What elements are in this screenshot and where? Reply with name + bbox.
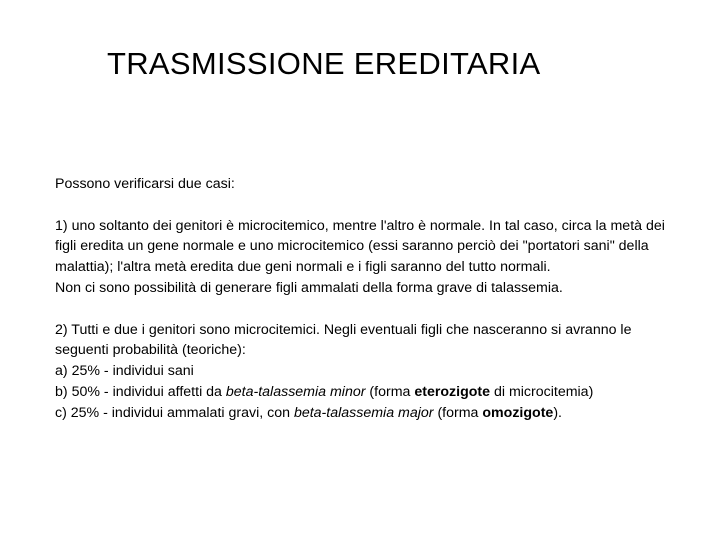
case-1-text: uno soltanto dei genitori è microcitemico, mentre l'altro è normale. In tal caso, circa la metà dei figli eredita un gene normale e uno microcitemico (essi saranno perciò dei "portatori sani" della malattia); l'altra metà eredita due geni normali e i figli saranno del tutto normali. <box>55 217 665 276</box>
case-2-text: Tutti e due i genitori sono microcitemici. Negli eventuali figli che nasceranno si avranno le seguenti probabilità (teoriche): <box>55 321 632 359</box>
spacer <box>55 195 665 216</box>
item-b-mid: (forma <box>365 383 415 400</box>
item-b-post: di microcitemia) <box>490 383 594 400</box>
item-c-mid: (forma <box>433 404 483 421</box>
item-c-bold: omozigote <box>482 404 554 421</box>
item-c-italic: beta-talassemia major <box>293 404 434 421</box>
item-b-letter: b) <box>55 383 68 400</box>
item-c-pre: 25% - individui ammalati gravi, con <box>66 404 294 421</box>
case-2-paragraph <box>55 320 665 362</box>
spacer <box>55 299 665 320</box>
item-c-post: ). <box>553 404 562 421</box>
item-b-pre: 50% - individui affetti da <box>67 383 226 400</box>
intro-text: Possono verificarsi due casi: <box>55 176 235 192</box>
case-2-number: 2) <box>55 321 68 338</box>
item-a-text: 25% - individui sani <box>67 363 194 380</box>
case-2-item-b <box>55 382 665 403</box>
case-2-item-c <box>55 403 665 424</box>
case-1-number: 1) <box>55 217 68 234</box>
item-b-bold: eterozigote <box>414 383 491 400</box>
item-c-letter: c) <box>55 404 67 421</box>
item-a-letter: a) <box>55 363 68 380</box>
case-1-paragraph <box>55 216 665 278</box>
slide-body <box>55 174 665 424</box>
item-b-italic: beta-talassemia minor <box>225 383 366 400</box>
case-2-item-a <box>55 361 665 382</box>
case-1-note: Non ci sono possibilità di generare figli ammalati della forma grave di talassemia. <box>55 279 563 296</box>
slide-title: TRASMISSIONE EREDITARIA <box>107 46 541 81</box>
